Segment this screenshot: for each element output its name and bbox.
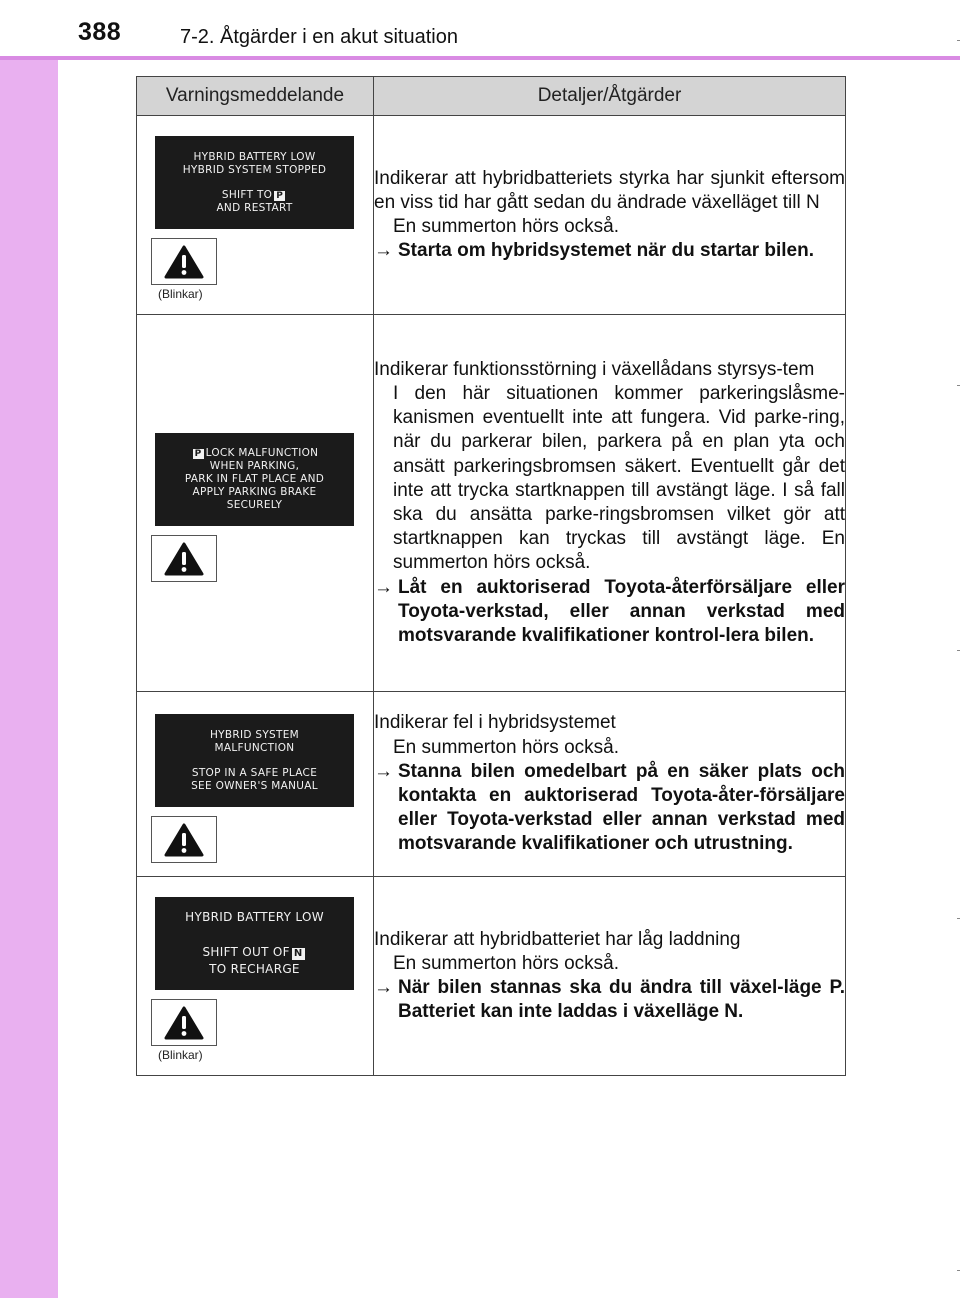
section-title: 7-2. Åtgärder i en akut situation [180,26,458,48]
table-row [137,877,846,1076]
column-header-message: Varningsmeddelande [137,77,374,116]
message-cell [137,877,374,1076]
screen-text: HYBRID SYSTEM [209,728,300,741]
action-item [374,576,845,649]
table-row [137,116,846,315]
screen-text: HYBRID BATTERY LOW [193,150,316,163]
note-text: En summerton hörs också. [393,216,619,237]
display-screen [155,714,354,807]
arrow-right-icon: → [374,760,393,782]
page-number: 388 [78,18,122,46]
warning-message-table [136,76,846,1076]
note-text: I den här situationen kommer parkeringslåsme-kanismen eventuellt inte att fungera. Vid parke-ring, när du parkerar bilen, parkera på en plan yta och ansätt parkeringsbromsen säkert. Eventuellt går det inte att trycka startknappen till avstängt läge. I så fall ska du ansätta parke-ringsbromsen vilket gör att startknappen kan tryckas till avstängt läge. En summerton hörs också. [393,382,845,574]
table-header-row [137,77,846,116]
screen-text: SEE OWNER'S MANUAL [191,779,318,792]
action-item [374,239,845,263]
shift-p-indicator-icon: P [194,449,202,459]
warning-triangle-icon [151,535,217,582]
details-cell [374,877,846,1076]
table-row [137,692,846,877]
screen-text: TO RECHARGE [209,962,300,976]
blink-label: (Blinkar) [158,1048,203,1062]
details-cell [374,315,846,692]
action-text: Låt en auktoriserad Toyota-återförsäljare eller Toyota-verkstad, eller annan verkstad med motsvarande kvalifikationer kontrol-lera bilen. [398,576,845,647]
warning-triangle-icon [151,816,217,863]
message-cell [137,692,374,877]
screen-text: WHEN PARKING, [209,460,300,472]
screen-text: SHIFT OUT OF N [202,945,303,959]
shift-n-indicator-icon: N [293,948,303,959]
screen-text: PARK IN FLAT PLACE AND [184,473,325,485]
screen-text: SHIFT TO P [221,188,284,201]
action-item [374,760,845,857]
action-text: Stanna bilen omedelbart på en säker plats och kontakta en auktoriserad Toyota-åter-försäljare eller Toyota-verkstad eller annan verkstad med motsvarande kvalifikationer och utrustning. [398,760,845,855]
description-text: Indikerar att hybridbatteriets styrka har sjunkit eftersom en viss tid har gått sedan du ändrade växelläget till N [374,167,845,213]
screen-text: APPLY PARKING BRAKE [192,486,317,498]
screen-text: AND RESTART [216,201,293,214]
message-cell [137,315,374,692]
note-text: En summerton hörs också. [393,952,619,974]
action-item [374,976,845,1024]
display-screen [155,136,354,229]
screen-text: MALFUNCTION [214,741,295,754]
description-text: Indikerar funktionsstörning i växellådans styrsys-tem [374,358,815,380]
warning-triangle-icon [151,999,217,1046]
display-screen [155,433,354,526]
blink-label: (Blinkar) [158,287,203,301]
details-cell [374,116,846,315]
arrow-right-icon: → [374,977,393,998]
column-header-details: Detaljer/Åtgärder [374,77,846,116]
note-text: En summerton hörs också. [393,736,619,758]
screen-text: SECURELY [226,499,283,511]
display-screen [155,897,354,990]
side-color-band [0,0,58,1298]
screen-text: P LOCK MALFUNCTION [194,447,319,459]
message-cell [137,116,374,315]
description-text: Indikerar att hybridbatteriet har låg laddning [374,928,741,950]
screen-text: STOP IN A SAFE PLACE [191,766,318,779]
screen-text: HYBRID SYSTEM STOPPED [182,163,327,176]
arrow-right-icon: → [374,240,393,262]
header-rule [0,56,960,60]
header-band [0,0,960,56]
screen-text: HYBRID BATTERY LOW [185,910,324,924]
shift-p-indicator-icon: P [276,190,284,201]
arrow-right-icon: → [374,576,393,598]
table-row [137,315,846,692]
action-text: När bilen stannas ska du ändra till växel-läge P. Batteriet kan inte laddas i växelläge N. [398,977,845,1023]
description-text: Indikerar fel i hybridsystemet [374,712,616,734]
details-cell [374,692,846,877]
warning-triangle-icon [151,238,217,285]
action-text: Starta om hybridsystemet när du startar bilen. [398,240,815,262]
